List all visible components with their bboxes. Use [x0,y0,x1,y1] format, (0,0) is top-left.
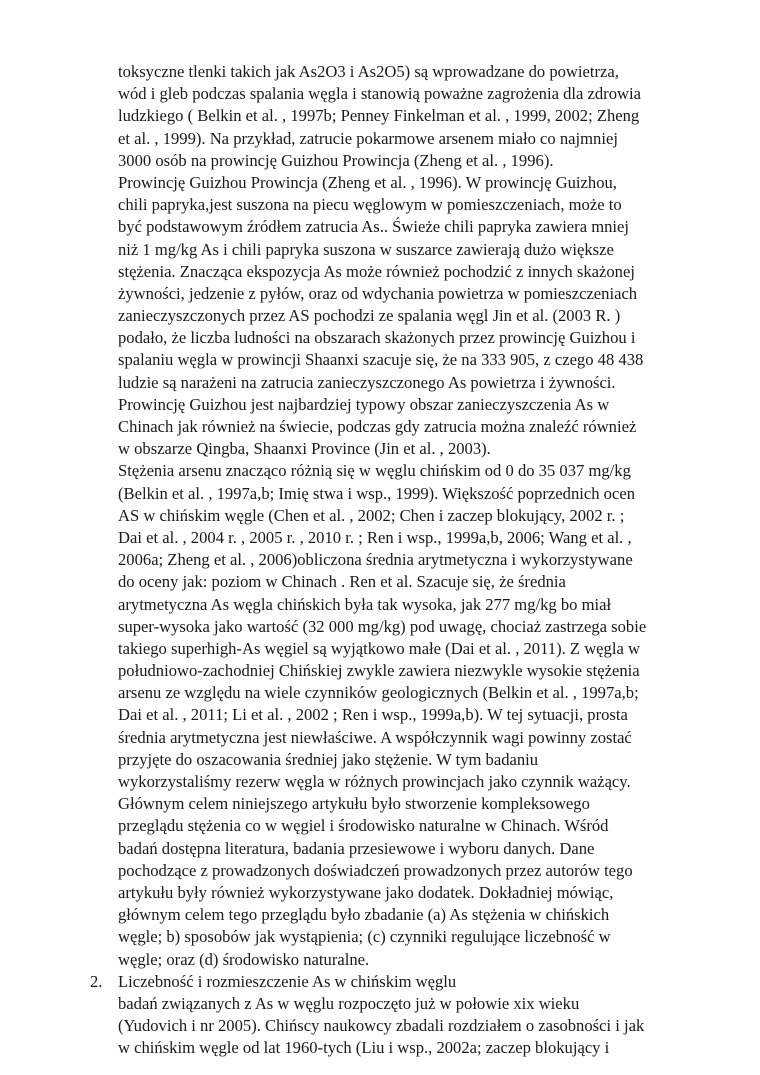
paragraph-line: wód i gleb podczas spalania węgla i stanowią poważne zagrożenia dla zdrowia [118,84,641,104]
paragraph-line: w obszarze Qingba, Shaanxi Province (Jin et al. , 2003). [118,439,491,459]
paragraph-line: pochodzące z prowadzonych doświadczeń prowadzonych przez autorów tego [118,860,633,880]
paragraph-line: być podstawowym źródłem zatrucia As.. Świeże chili papryka zawiera mniej [118,217,630,237]
paragraph-line: Głównym celem niniejszego artykułu było stworzenie kompleksowego [118,794,590,814]
paragraph-line: przyjęte do oszacowania średniej jako stężenie. W tym badaniu [118,749,539,769]
paragraph-line: et al. , 1999). Na przykład, zatrucie pokarmowe arsenem miało co najmniej [118,128,618,148]
paragraph-line: takiego superhigh-As węgiel są wyjątkowo małe (Dai et al. , 2011). Z węgla w [118,638,640,658]
paragraph-line: Dai et al. , 2011; Li et al. , 2002 ; Ren i wsp., 1999a,b). W tej sytuacji, prosta [118,705,628,725]
section-paragraph-line: badań związanych z As w węglu rozpoczęto już w połowie xix wieku [118,993,580,1013]
paragraph-line: południowo-zachodniej Chińskiej zwykle zawiera niezwykle wysokie stężenia [118,661,640,681]
paragraph-line: Dai et al. , 2004 r. , 2005 r. , 2010 r. ; Ren i wsp., 1999a,b, 2006; Wang et al. , [118,527,632,547]
section-paragraph-line: (Yudovich i nr 2005). Chińscy naukowcy zbadali rozdziałem o zasobności i jak [118,1016,645,1036]
paragraph-line: węgle; b) sposobów jak wystąpienia; (c) czynniki regulujące liczebność w [118,927,611,947]
paragraph-line: ludzkiego ( Belkin et al. , 1997b; Penney Finkelman et al. , 1999, 2002; Zheng [118,106,640,126]
paragraph-line: do oceny jak: poziom w Chinach . Ren et al. Szacuje się, że średnia [118,572,566,592]
paragraph-line: ludzie są narażeni na zatrucia zanieczyszczonego As powietrza i żywności. [118,372,616,392]
paragraph-line: średnia arytmetyczna jest niewłaściwe. A współczynnik wagi powinny zostać [118,727,632,747]
paragraph-line: AS w chińskim węgle (Chen et al. , 2002; Chen i zaczep blokujący, 2002 r. ; [118,505,625,525]
document-body [90,61,698,1059]
paragraph-line: Prowincję Guizhou jest najbardziej typowy obszar zanieczyszczenia As w [118,394,610,414]
section-paragraph-line: w chińskim węgle od lat 1960-tych (Liu i wsp., 2002a; zaczep blokujący i [118,1038,610,1058]
paragraph-line: przeglądu stężenia co w węgiel i środowisko naturalne w Chinach. Wśród [118,816,609,836]
section-title: Liczebność i rozmieszczenie As w chińskim węglu [118,971,457,991]
paragraph-line: Prowincję Guizhou Prowincja (Zheng et al. , 1996). W prowincję Guizhou, [118,172,617,192]
paragraph-line: (Belkin et al. , 1997a,b; Imię stwa i wsp., 1999). Większość poprzednich ocen [118,483,635,503]
paragraph-line: artykułu były również wykorzystywane jako dodatek. Dokładniej mówiąc, [118,882,614,902]
paragraph-line: spalaniu węgla w prowincji Shaanxi szacuje się, że na 333 905, z czego 48 438 [118,350,644,370]
paragraph-line: Stężenia arsenu znacząco różnią się w węglu chińskim od 0 do 35 037 mg/kg [118,461,631,481]
paragraph-line: wykorzystaliśmy rezerw węgla w różnych prowincjach jako czynnik ważący. [118,772,631,791]
section-number: 2. [90,971,103,991]
paragraph-line: podało, że liczba ludności na obszarach skażonych przez prowincję Guizhou i [118,328,636,348]
paragraph-line: chili papryka,jest suszona na piecu węglowym w pomieszczeniach, może to [118,195,622,215]
paragraph-line: arytmetyczna As węgla chińskich była tak wysoka, jak 277 mg/kg bo miał [118,594,612,614]
paragraph-line: niż 1 mg/kg As i chili papryka suszona w suszarce zawierają dużo większe [118,239,614,259]
paragraph-line: stężenia. Znacząca ekspozycja As może również pochodzić z innych skażonej [118,261,635,281]
paragraph-line: badań dostępna literatura, badania przesiewowe i wyboru danych. Dane [118,838,595,858]
paragraph-line: zanieczyszczonych przez AS pochodzi ze spalania węgl Jin et al. (2003 R. ) [118,306,621,326]
paragraph-line: Chinach jak również na świecie, podczas gdy zatrucia można znaleźć również [118,417,637,436]
paragraph-line: 3000 osób na prowincję Guizhou Prowincja (Zheng et al. , 1996). [118,150,554,170]
paragraph-line: super-wysoka jako wartość (32 000 mg/kg) pod uwagę, chociaż zastrzega sobie [118,616,647,636]
section-heading [90,971,698,993]
paragraph-line: toksyczne tlenki takich jak As2O3 i As2O5) są wprowadzane do powietrza, [118,62,619,81]
paragraph-line: arsenu ze względu na wiele czynników geologicznych (Belkin et al. , 1997a,b; [118,683,639,703]
paragraph-line: żywności, jedzenie z pyłów, oraz od wdychania powietrza w pomieszczeniach [118,283,638,303]
paragraph-line: 2006a; Zheng et al. , 2006)obliczona średnia arytmetyczna i wykorzystywane [118,550,633,570]
paragraph-line: głównym celem tego przeglądu było zbadanie (a) As stężenia w chińskich [118,905,610,925]
paragraph-line: węgle; oraz (d) środowisko naturalne. [118,949,370,969]
